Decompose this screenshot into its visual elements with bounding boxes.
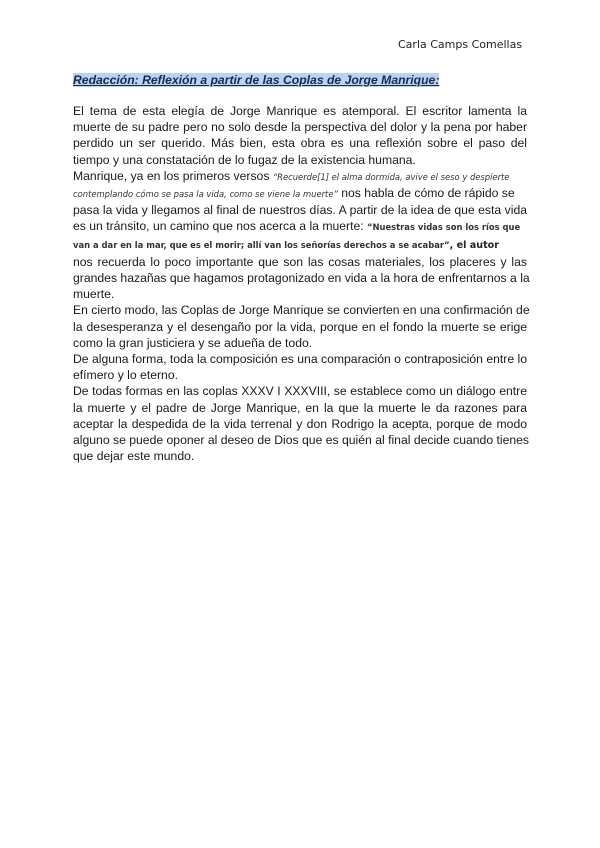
body-line: De todas formas en las coplas XXXV I XXXVIII, se establece como un diálogo entre [73, 384, 527, 399]
body-line: aceptar la despedida de la vida terrenal y don Rodrigo la acepta, porque de modo [73, 416, 527, 431]
body-line: muerte de su padre pero no solo desde la perspectiva del dolor y la pena por haber [73, 120, 527, 135]
body-line: como la gran justiciera y se adueña de todo. [73, 335, 313, 350]
body-line [73, 236, 527, 254]
body-text-segment: , el autor [449, 239, 499, 251]
body-line: que dejar este mundo. [73, 449, 195, 464]
body-line: El tema de esta elegía de Jorge Manrique es atemporal. El escritor lamenta la [73, 104, 527, 118]
document-title-wrapper [73, 73, 439, 87]
body-line: la muerte y el padre de Jorge Manrique, en la que la muerte le da razones para [73, 400, 527, 415]
body-line: De alguna forma, toda la composición es una comparación o contraposición entre lo [73, 352, 527, 367]
body-line [73, 185, 527, 202]
quote-first-verses: “Recuerde[1] el alma dormida, avive el seso y despierte [272, 171, 510, 182]
body-line: alguno se puede oponer al deseo de Dios que es quién al final decide cuando tienes [73, 433, 530, 448]
body-line: muerte. [73, 287, 115, 302]
body-line: En cierto modo, las Coplas de Jorge Manrique se convierten en una confirmación de [73, 303, 530, 318]
body-line: tiempo y una constatación de lo fugaz de la existencia humana. [73, 152, 416, 167]
author-name: Carla Camps Comellas [398, 38, 523, 51]
body-line: perdido un ser querido. Más bien, esta obra es una reflexión sobre el paso del [73, 136, 527, 151]
body-line: grandes hazañas que hagamos protagonizado en vida a la hora de enfrentarnos a la [73, 271, 530, 286]
body-text-segment: Manrique, ya en los primeros versos [73, 168, 273, 183]
body-text-segment: nos habla de cómo de rápido se [337, 186, 515, 201]
quote-rivers: “Nuestras vidas son los ríos que [367, 222, 521, 233]
body-line: nos recuerda lo poco importante que son las cosas materiales, los placeres y las [73, 254, 527, 269]
document-title: Redacción: Reflexión a partir de las Coplas de Jorge Manrique: [73, 73, 440, 87]
quote-first-verses-continued: contemplando cómo se pasa la vida, como se viene la muerte” [73, 189, 338, 200]
body-line: pasa la vida y llegamos al final de nuestros días. A partir de la idea de que esta vida [73, 203, 527, 218]
body-text-segment: es un tránsito, un camino que nos acerca a la muerte: [73, 219, 368, 234]
body-line: efímero y lo eterno. [73, 368, 178, 383]
body-line [73, 168, 527, 185]
body-line: la desesperanza y el desengaño por la vida, porque en el fondo la muerte se erige [73, 319, 527, 334]
quote-rivers-continued: van a dar en la mar, que es el morir; allí van los señorías derechos a se acabar” [73, 239, 450, 250]
body-line [73, 218, 527, 235]
document-body [73, 103, 530, 464]
